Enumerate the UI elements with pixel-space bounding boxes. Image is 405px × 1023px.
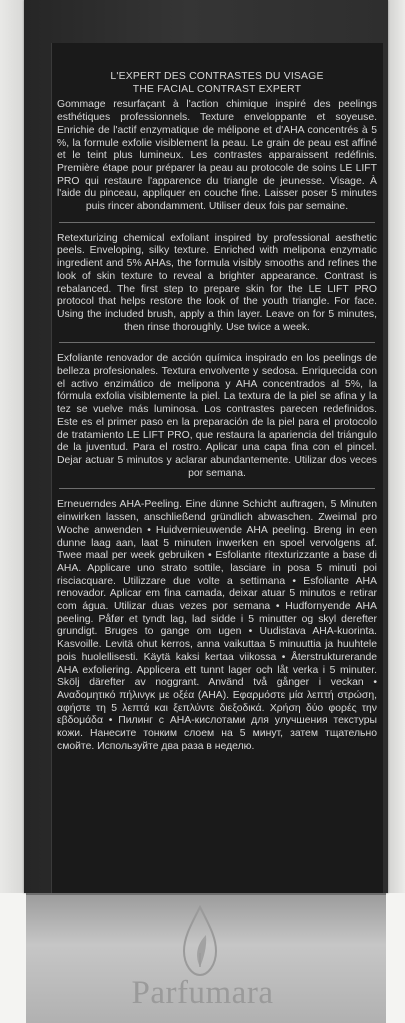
text-multilingual: Erneuerndes AHA-Peeling. Eine dünne Schicht auftragen, 5 Minuten einwirken lassen, anschließend gründlich abwaschen. Zweimal pro Woche anwenden • Huidvernieuwende AHA peeling. Breng in een dunne laag aan, laat 5 minuten inwerken en spoel vervolgens af. Twee maal per week gebruiken • Esfoliante ritexturizzante a base di AHA. Applicare uno strato sottile, lasciare in posa 5 minuti poi risciacquare. Utilizzare due volte a settimana • Esfoliante AHA renovador. Aplicar em fina camada, deixar atuar 5 minutos e retirar com água. Utilizar duas vezes por semana • Hudfornyende AHA peeling. Påfør et tyndt lag, lad sidde i 5 minutter og skyl derefter grundigt. Bruges to gange om ugen • Uudistava AHA-kuorinta. Kasvoille. Levitä ohut kerros, anna vaikuttaa 5 minuuttia ja huuhtele pois huolellisesti. Käytä kaksi kertaa viikossa • Återstrukturerande AHA exfoliering. Applicera ett tunnt lager och låt verka i 5 minuter. Skölj därefter av noggrant. Använd två gånger i veckan • Αναδομητικό πήλινγκ με οξέα (AHA). Εφαρμόστε μία λεπτή στρώση, αφήστε τη 5 λεπτά και ξεπλύντε διεξοδικά. Χρήση δύο φορές την εβδομάδα • Пилинг с AHA-кислотами для улучшения текстуры кожи. Нанесите тонким слоем на 5 минут, затем тщательно смойте. Используйте два раза в неделю. [57,499,377,752]
text-english: Retexturizing chemical exfoliant inspired by professional aesthetic peels. Enveloping, silky texture. Enriched with melipona enzymatic ingredient and 5% AHAs, the formula visibly smooths and refines the look of skin texture to reveal a brighter appearance. Contrast is rebalanced. The first step to prepare skin for the LE LIFT PRO protocol that helps restore the look of the youth triangle. For face. Using the included brush, apply a thin layer. Leave on for 5 minutes, then rinse thoroughly. Use twice a week. [57,232,377,333]
heading-english: THE FACIAL CONTRAST EXPERT [132,83,302,95]
ingredient-text-block [57,71,377,753]
divider [59,222,375,223]
watermark-logo-text: Parfumara [131,975,274,1011]
divider [59,488,375,489]
box-left-edge [0,0,26,893]
package-back-panel [24,0,388,893]
heading-french: L'EXPERT DES CONTRASTES DU VISAGE [110,71,324,82]
foil-edge [26,893,386,895]
text-french: Gommage resurfaçant à l'action chimique inspiré des peelings esthétiques professionnels. Texture enveloppante et soyeuse. Enrichie de l'actif enzymatique de mélipone et d'AHA concentrés à 5 %, la formule exfolie visiblement la peau. Le grain de peau est affiné et le teint plus lumineux. Les contrastes apparaissent redéfinis. Première étape pour préparer la peau au protocole de soins LE LIFT PRO qui restaure l'apparence du triangle de jeunesse. Visage. À l'aide du pinceau, appliquer en couche fine. Laisser poser 5 minutes puis rincer abondamment. Utiliser deux fois par semaine. [57,99,377,213]
divider [59,342,375,343]
text-panel [51,43,383,893]
drop-leaf-icon [180,905,220,985]
box-right-edge [386,0,405,893]
text-spanish: Exfoliante renovador de acción química inspirado en los peelings de belleza profesionales. Textura envolvente y sedosa. Enriquecida con el activo enzimático de melipona y AHA concentrados al 5%, la fórmula exfolia visiblemente la piel. La textura de la piel se afina y la tez se vuelve más luminosa. Los contrastes parecen redefinidos. Este es el primer paso en la preparación de la piel para el protocolo de tratamiento LE LIFT PRO, que restaura la apariencia del triángulo de la juventud. Para el rostro. Aplicar una capa fina con el pincel. Dejar actuar 5 minutos y aclarar abundantemente. Utilizar dos veces por semana. [57,353,377,479]
